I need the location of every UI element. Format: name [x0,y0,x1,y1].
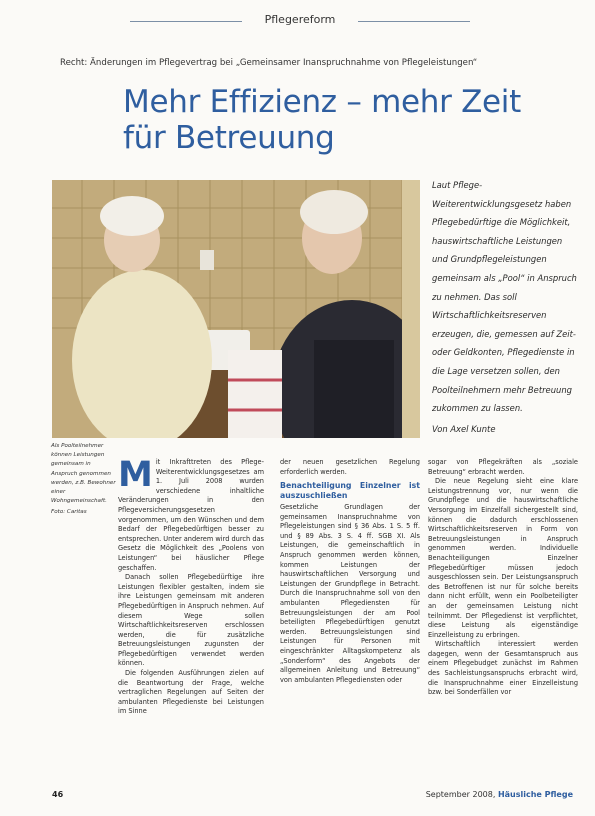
body-paragraph: Mit Inkrafttreten des Pflege-Weiterentwicklungsgesetzes am 1. Juli 2008 wurden verschiedene inhaltliche Veränderungen in den Pflegeversicherungsgesetzen vorgenommen, um den Wünschen und dem Bedarf der Pflegebedürftigen besser zu entsprechen. Unter anderem wird durch das Gesetz die Möglichkeit des „Poolens von Leistungen“ bei häuslicher Pflege geschaffen. [118,455,264,572]
body-paragraph: sogar von Pflegekräften als „soziale Betreuung“ erbracht werden. [428,458,578,476]
body-paragraph: Gesetzliche Grundlagen der gemeinsamen Inanspruchnahme von Pflegeleistungen sind § 36 Abs. 1 S. 5 ff. und § 89 Abs. 3 S. 4 ff. SGB XI. Als Leistungen, die gemeinschaftlich in Anspruch genommen werden können, kommen Leistungen der hauswirtschaftlichen Versorgung und Leistungen der Grundpflege in Betracht. Durch die Inanspruchnahme soll von den ambulanten Pflegediensten für Betreuungsleistungen der am Pool beteiligten Pflegebedürftigen genutzt werden. Betreuungsleistungen sind Leistungen für Personen mit eingeschränkter Alltagskompetenz als „Sonderform“ des Angebots der allgemeinen Anleitung und Betreuung“ von ambulanten Pflegediensten oder [280,503,420,684]
body-column-2 [280,458,420,685]
body-column-3 [428,458,578,698]
author-byline: Von Axel Kunte [432,423,496,434]
section-label: Pflegereform [264,13,336,26]
body-column-1 [118,455,264,717]
article-intro [432,176,580,438]
body-paragraph: der neuen gesetzlichen Regelung erforderlich werden. [280,458,420,476]
article-headline: Mehr Effizienz – mehr Zeit für Betreuung [123,84,521,156]
photo-credit: Foto: Caritas [51,509,87,516]
drop-cap: M [118,455,153,495]
issue-line [426,790,573,799]
body-paragraph: Danach sollen Pflegebedürftige ihre Leistungen flexibler gestalten, indem sie ihre Leistungen gemeinsam mit anderen Pflegebedürftigen in Anspruch nehmen. Auf diesem Wege sollen Wirtschaftlichkeitsreserven erschlossen werden, die für zusätzliche Betreuungsleistungen zugunsten der Pflegebedürftigen verwendet werden können. [118,573,264,668]
magazine-name: Häusliche Pflege [497,790,573,799]
issue-date: September 2008, [425,790,496,799]
intro-text: Laut Pflege-Weiterentwicklungsgesetz haben Pflegebedürftige die Möglichkeit, hauswirtschaftliche Leistungen und Grundpflegeleistungen gemeinsam als „Pool“ in Anspruch zu nehmen. Das soll Wirtschaftlichkeitsreserven erzeugen, die, gemessen auf Zeit- oder Geldkonten, Pflegedienste in die Lage versetzen sollen, den Poolteilnehmern mehr Betreuung zukommen zu lassen. [432,180,577,414]
body-paragraph: Wirtschaftlich interessiert werden dagegen, wenn der Gesamtanspruch aus einem Pflegebudget zunächst im Rahmen des Sachleistungsanspruchs erbracht wird, die Inanspruchnahme einer Einzelleistung bzw. bei Sonderfällen vor [428,640,578,697]
article-subhead: Recht: Änderungen im Pflegevertrag bei „Gemeinsamer Inanspruchnahme von Pflegeleistungen“ [60,58,478,68]
header-rule-right [358,21,470,22]
photo-caption [51,442,117,518]
caption-text: Als Poolteilnehmer können Leistungen gemeinsam in Anspruch genommen werden, z.B. Bewohner einer Wohngemeinschaft. [51,443,116,505]
article-photo [52,180,420,438]
photo-illustration [52,180,420,438]
section-header [130,14,470,28]
page-number: 46 [52,790,64,799]
body-paragraph: Die folgenden Ausführungen zielen auf die Beantwortung der Frage, welche vertraglichen Regelungen auf Seiten der ambulanten Pflegedienste bei Leistungen im Sinne [118,669,264,716]
body-paragraph: Die neue Regelung sieht eine klare Leistungstrennung vor, nur wenn die Grundpflege und die hauswirtschaftliche Versorgung im Einzelfall sichergestellt sind, können die dadurch erschlossenen Wirtschaftlichkeitsreserven in Form von Betreuungsleistungen in Anspruch genommen werden. Individuelle Benachteiligungen Einzelner Pflegebedürftiger müssen jedoch ausgeschlossen sein. Der Leistungsanspruch des Betroffenen ist nur für solche bereits dann nicht erfüllt, wenn ein Poolbeteiligter an der gemeinsamen Leistung nicht teilnimmt. Der Pflegedienst ist verpflichtet, diese Leistung als eigenständige Einzelleistung zu erbringen. [428,477,578,639]
subheading: Benachteiligung Einzelner ist auszuschließen [280,481,420,500]
